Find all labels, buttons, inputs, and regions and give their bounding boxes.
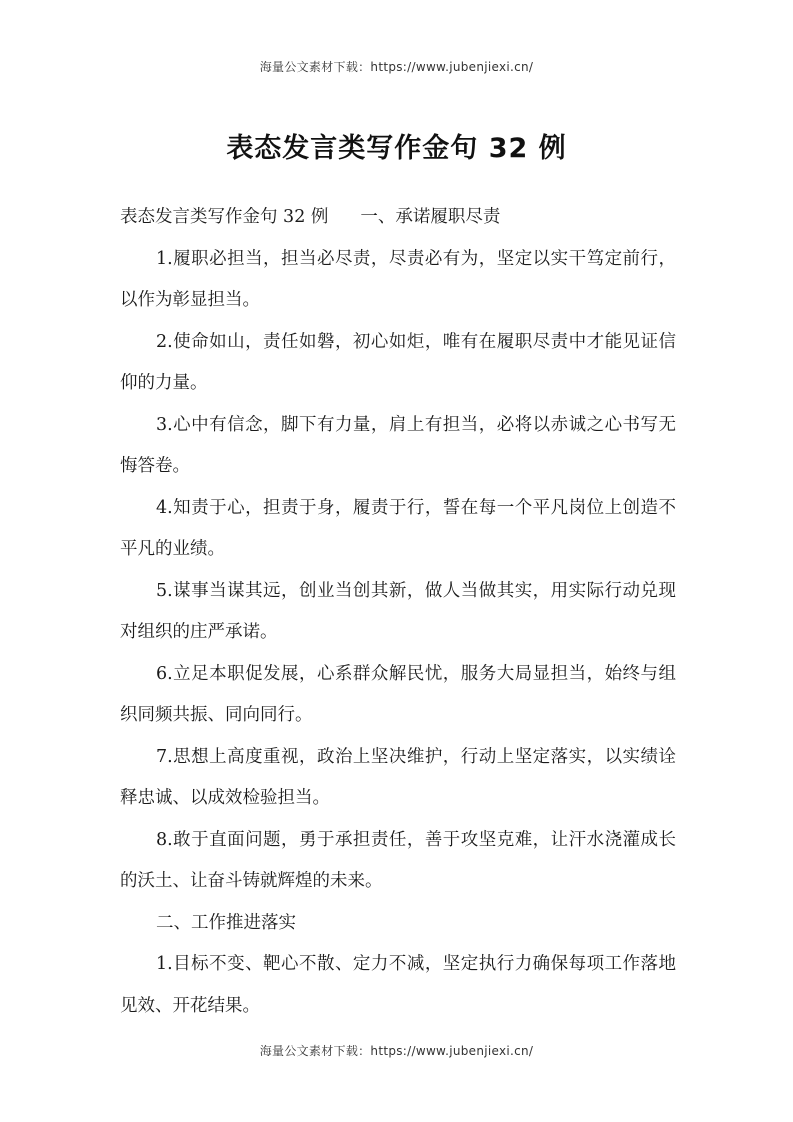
document-title: 表态发言类写作金句 32 例 — [226, 133, 567, 164]
section-heading-1: 一、承诺履职尽责 — [360, 207, 501, 227]
intro-line — [120, 197, 676, 239]
page-header: 海量公文素材下载：https://www.jubenjiexi.cn/ — [259, 60, 534, 74]
list-item: 4.知责于心，担责于身，履责于行，誓在每一个平凡岗位上创造不平凡的业绩。 — [120, 497, 676, 559]
list-item: 6.立足本职促发展，心系群众解民忧，服务大局显担当，始终与组织同频共振、同向同行。 — [120, 663, 676, 725]
list-item: 1.履职必担当，担当必尽责，尽责必有为，坚定以实干笃定前行，以作为彰显担当。 — [120, 248, 676, 310]
list-item: 5.谋事当谋其远，创业当创其新，做人当做其实，用实际行动兑现对组织的庄严承诺。 — [120, 580, 676, 642]
list-item: 8.敢于直面问题，勇于承担责任，善于攻坚克难，让汗水浇灌成长的沃土、让奋斗铸就辉煌的未来。 — [120, 829, 676, 891]
section-heading-2: 二、工作推进落实 — [156, 912, 296, 933]
list-item: 1.目标不变、靶心不散、定力不减，坚定执行力确保每项工作落地见效、开花结果。 — [120, 954, 676, 1016]
list-item: 7.思想上高度重视，政治上坚决维护，行动上坚定落实，以实绩诠释忠诚、以成效检验担当。 — [120, 746, 676, 808]
list-item: 2.使命如山，责任如磐，初心如炬，唯有在履职尽责中才能见证信仰的力量。 — [120, 331, 676, 393]
page-footer: 海量公文素材下载：https://www.jubenjiexi.cn/ — [259, 1044, 534, 1058]
list-item: 3.心中有信念，脚下有力量，肩上有担当，必将以赤诚之心书写无悔答卷。 — [120, 414, 676, 476]
document-body — [120, 197, 676, 1027]
intro-title: 表态发言类写作金句 32 例 — [120, 207, 329, 227]
